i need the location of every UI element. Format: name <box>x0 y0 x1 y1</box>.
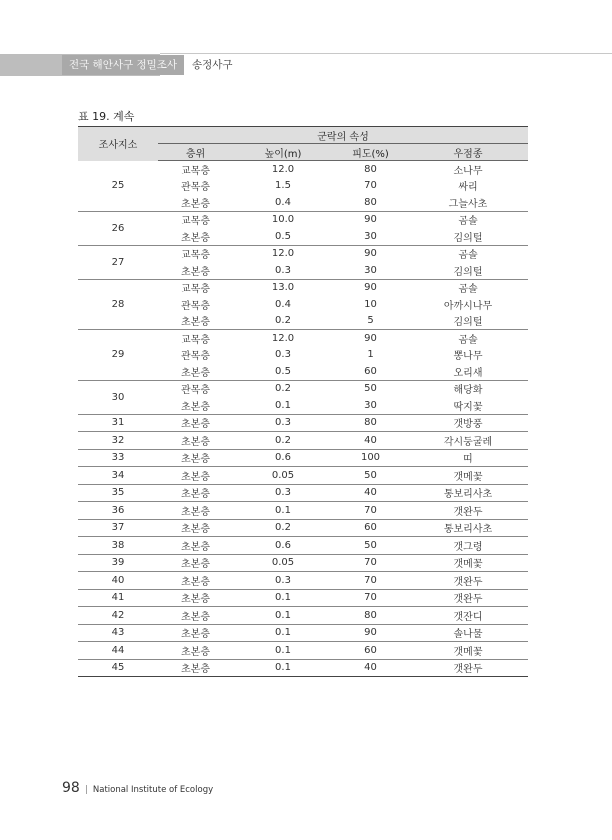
group-header: 군락의 속성 <box>158 127 528 144</box>
column-header: 높이(m) <box>233 144 333 161</box>
site-cell: 32 <box>78 432 158 450</box>
height-cell: 0.2 <box>233 432 333 450</box>
dominant-species-cell: 갯방풍 <box>408 414 528 432</box>
coverage-cell: 30 <box>333 397 408 414</box>
organization-name: National Institute of Ecology <box>92 785 214 795</box>
height-cell: 1.5 <box>275 180 291 192</box>
dominant-species-cell: 곰솔 <box>458 334 478 346</box>
layer-cell: 초본층 <box>158 642 233 660</box>
coverage-cell: 70 <box>364 180 377 192</box>
layer-cell: 초본층 <box>158 519 233 537</box>
coverage-cell: 60 <box>333 642 408 660</box>
header-rule <box>160 53 612 54</box>
site-cell: 41 <box>78 589 158 607</box>
layer-cell: 초본층 <box>158 659 233 677</box>
height-cell: 0.1 <box>233 642 333 660</box>
site-cell: 38 <box>78 537 158 555</box>
layer-cell: 초본층 <box>158 194 233 211</box>
table-row <box>78 414 528 432</box>
layer-cell: 관목층 <box>181 182 210 194</box>
dominant-species-cell: 그늘사초 <box>408 194 528 211</box>
height-cell: 0.6 <box>233 449 333 467</box>
dominant-species-cell: 해당화 <box>453 385 483 397</box>
coverage-cell: 90 <box>364 214 377 226</box>
table-row <box>78 432 528 450</box>
height-cell: 0.6 <box>233 537 333 555</box>
layer-cell: 초본층 <box>158 228 233 245</box>
coverage-cell: 90 <box>364 282 377 294</box>
coverage-cell: 40 <box>333 659 408 677</box>
layer-cell: 초본층 <box>158 262 233 279</box>
layer-cell: 관목층 <box>181 351 210 363</box>
layer-cell: 초본층 <box>158 607 233 625</box>
table-row <box>78 642 528 660</box>
coverage-cell: 5 <box>333 313 408 330</box>
height-cell: 0.3 <box>233 484 333 502</box>
dominant-species-cell: 갯잔디 <box>408 607 528 625</box>
dominant-species-cell: 갯완두 <box>408 572 528 590</box>
coverage-cell: 80 <box>364 163 377 175</box>
coverage-cell: 70 <box>333 554 408 572</box>
site-cell: 31 <box>78 414 158 432</box>
coverage-cell: 80 <box>333 414 408 432</box>
community-attributes-table <box>78 126 528 677</box>
layer-cell: 교목층 <box>181 334 210 346</box>
site-cell: 40 <box>78 572 158 590</box>
height-cell: 0.2 <box>233 313 333 330</box>
layer-cell: 초본층 <box>158 502 233 520</box>
layer-cell: 초본층 <box>158 537 233 555</box>
table-row <box>78 502 528 520</box>
coverage-cell: 100 <box>333 449 408 467</box>
layer-cell: 교목층 <box>181 250 210 262</box>
table-row <box>78 467 528 485</box>
dominant-species-cell: 갯메꽃 <box>408 467 528 485</box>
height-cell: 0.5 <box>233 228 333 245</box>
dominant-species-cell: 싸리 <box>458 182 478 194</box>
table-caption: 표 19. 계속 <box>78 110 135 123</box>
coverage-cell: 30 <box>333 262 408 279</box>
site-cell: 37 <box>78 519 158 537</box>
layer-cell: 초본층 <box>158 432 233 450</box>
table-row <box>78 572 528 590</box>
height-cell: 0.3 <box>233 414 333 432</box>
table-row <box>78 624 528 642</box>
footer-separator: | <box>84 785 88 795</box>
coverage-cell: 70 <box>333 502 408 520</box>
height-cell: 0.1 <box>233 589 333 607</box>
layer-cell: 초본층 <box>158 449 233 467</box>
column-header: 층위 <box>158 144 233 161</box>
layer-cell: 교목층 <box>181 216 210 228</box>
height-cell: 0.1 <box>233 397 333 414</box>
table-row <box>78 161 528 178</box>
layer-cell: 초본층 <box>158 397 233 414</box>
height-cell: 10.0 <box>271 214 295 226</box>
dominant-species-cell: 소나무 <box>453 165 483 177</box>
layer-cell: 초본층 <box>158 467 233 485</box>
site-cell: 27 <box>78 245 158 279</box>
table-row <box>78 211 528 228</box>
coverage-cell: 60 <box>333 363 408 380</box>
site-cell: 33 <box>78 449 158 467</box>
coverage-cell: 50 <box>333 467 408 485</box>
layer-cell: 초본층 <box>158 484 233 502</box>
coverage-cell: 90 <box>364 248 377 260</box>
coverage-cell: 10 <box>364 298 377 310</box>
dominant-species-cell: 통보리사초 <box>408 484 528 502</box>
height-cell: 0.3 <box>275 349 291 361</box>
site-cell: 43 <box>78 624 158 642</box>
column-header: 우점종 <box>408 144 528 161</box>
dominant-species-cell: 딱지꽃 <box>408 397 528 414</box>
height-cell: 0.3 <box>233 262 333 279</box>
layer-cell: 관목층 <box>181 385 210 397</box>
dominant-species-cell: 갯그령 <box>408 537 528 555</box>
coverage-cell: 60 <box>333 519 408 537</box>
dominant-species-cell: 곰솔 <box>458 216 478 228</box>
series-title: 전국 해안사구 정밀조사 <box>62 55 184 75</box>
table-row <box>78 589 528 607</box>
table-row <box>78 449 528 467</box>
coverage-cell: 70 <box>333 572 408 590</box>
coverage-cell: 70 <box>333 589 408 607</box>
coverage-cell: 50 <box>333 537 408 555</box>
dominant-species-cell: 갯완두 <box>408 502 528 520</box>
height-cell: 0.4 <box>233 194 333 211</box>
layer-cell: 초본층 <box>158 313 233 330</box>
table-row <box>78 380 528 397</box>
height-cell: 0.5 <box>233 363 333 380</box>
table-row <box>78 554 528 572</box>
site-cell: 28 <box>78 279 158 330</box>
site-cell: 39 <box>78 554 158 572</box>
layer-cell: 관목층 <box>181 300 210 312</box>
coverage-cell: 80 <box>333 194 408 211</box>
dominant-species-cell: 김의털 <box>408 262 528 279</box>
table-row <box>78 659 528 677</box>
table-row <box>78 484 528 502</box>
layer-cell: 초본층 <box>158 554 233 572</box>
table-row <box>78 607 528 625</box>
height-cell: 0.2 <box>275 383 291 395</box>
table-row <box>78 537 528 555</box>
height-cell: 12.0 <box>271 248 295 260</box>
site-cell: 34 <box>78 467 158 485</box>
table-row <box>78 330 528 347</box>
coverage-cell: 50 <box>364 383 377 395</box>
layer-cell: 초본층 <box>158 624 233 642</box>
site-cell: 42 <box>78 607 158 625</box>
site-cell: 35 <box>78 484 158 502</box>
height-cell: 0.4 <box>275 298 291 310</box>
dominant-species-cell: 아까시나무 <box>443 300 493 312</box>
dominant-species-cell: 갯메꽃 <box>408 642 528 660</box>
height-cell: 0.1 <box>233 607 333 625</box>
page-number: 98 <box>62 780 80 796</box>
coverage-cell: 80 <box>333 607 408 625</box>
height-cell: 0.05 <box>233 554 333 572</box>
dominant-species-cell: 갯메꽃 <box>408 554 528 572</box>
dominant-species-cell: 갯완두 <box>408 589 528 607</box>
height-cell: 13.0 <box>271 282 295 294</box>
height-cell: 0.1 <box>233 502 333 520</box>
layer-cell: 초본층 <box>158 572 233 590</box>
site-header: 조사지소 <box>78 127 158 161</box>
dominant-species-cell: 통보리사초 <box>408 519 528 537</box>
dominant-species-cell: 김의털 <box>408 228 528 245</box>
dominant-species-cell: 뽕나무 <box>453 351 483 363</box>
dominant-species-cell: 곰솔 <box>458 284 478 296</box>
height-cell: 12.0 <box>271 332 295 344</box>
layer-cell: 초본층 <box>158 414 233 432</box>
site-cell: 45 <box>78 659 158 677</box>
layer-cell: 교목층 <box>181 165 210 177</box>
layer-cell: 초본층 <box>158 589 233 607</box>
coverage-cell: 30 <box>333 228 408 245</box>
site-cell: 25 <box>78 161 158 212</box>
coverage-cell: 90 <box>364 332 377 344</box>
dominant-species-cell: 띠 <box>408 449 528 467</box>
height-cell: 0.2 <box>233 519 333 537</box>
site-cell: 29 <box>78 330 158 381</box>
height-cell: 0.05 <box>233 467 333 485</box>
table-row <box>78 245 528 262</box>
dominant-species-cell: 솔나물 <box>408 624 528 642</box>
dominant-species-cell: 각시둥굴레 <box>408 432 528 450</box>
coverage-cell: 40 <box>333 432 408 450</box>
coverage-cell: 1 <box>367 349 374 361</box>
page-footer <box>62 780 213 796</box>
table-row <box>78 519 528 537</box>
site-cell: 36 <box>78 502 158 520</box>
site-cell: 44 <box>78 642 158 660</box>
site-cell: 26 <box>78 211 158 245</box>
section-title: 송정사구 <box>192 59 233 71</box>
site-cell: 30 <box>78 380 158 414</box>
dominant-species-cell: 갯완두 <box>408 659 528 677</box>
table-row <box>78 279 528 296</box>
coverage-cell: 90 <box>333 624 408 642</box>
column-header: 피도(%) <box>333 144 408 161</box>
height-cell: 0.3 <box>233 572 333 590</box>
height-cell: 12.0 <box>271 163 295 175</box>
layer-cell: 교목층 <box>181 284 210 296</box>
dominant-species-cell: 오리새 <box>408 363 528 380</box>
height-cell: 0.1 <box>233 659 333 677</box>
height-cell: 0.1 <box>233 624 333 642</box>
coverage-cell: 40 <box>333 484 408 502</box>
layer-cell: 초본층 <box>158 363 233 380</box>
dominant-species-cell: 곰솔 <box>458 250 478 262</box>
dominant-species-cell: 김의털 <box>408 313 528 330</box>
